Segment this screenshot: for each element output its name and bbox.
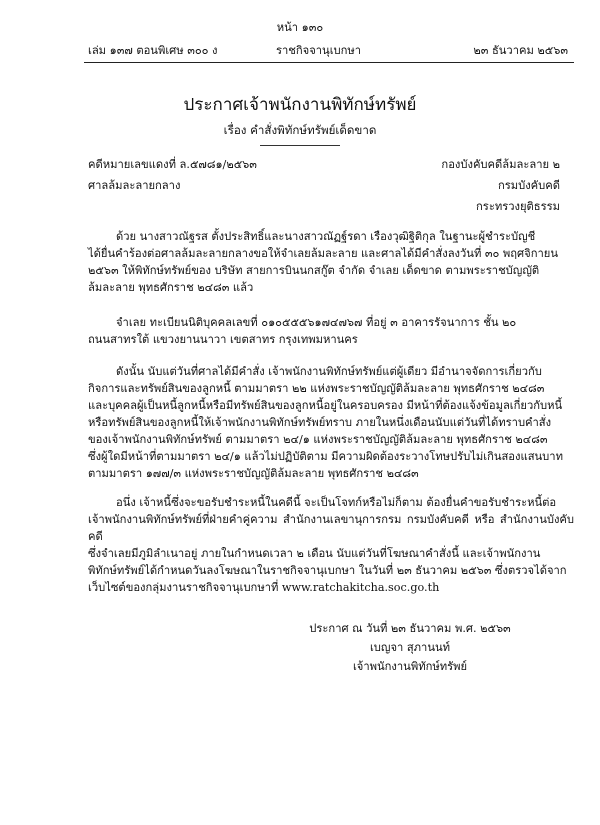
paragraph-line: ด้วย นางสาวณัฐรส ตั้งประสิทธิ์และนางสาวณัฏฐ์รดา เรืองวุฒิฐิติกุล ในฐานะผู้ชำระบัญชี xyxy=(116,230,536,243)
division-name: กองบังคับคดีล้มละลาย ๒ xyxy=(441,158,560,171)
paragraph-line: ล้มละลาย พุทธศักราช ๒๔๘๓ แล้ว xyxy=(88,281,254,294)
paragraph-creditors xyxy=(88,494,574,596)
document-subtitle: เรื่อง คำสั่งพิทักษ์ทรัพย์เด็ดขาด xyxy=(223,123,377,137)
signer-position: เจ้าพนักงานพิทักษ์ทรัพย์ xyxy=(352,660,468,673)
paragraph-line: ได้ยื่นคำร้องต่อศาลล้มละลายกลางขอให้จำเลยล้มละลาย และศาลได้มีคำสั่งลงวันที่ ๓๐ พฤศจิกายน xyxy=(88,247,558,260)
paragraph-line: ของเจ้าพนักงานพิทักษ์ทรัพย์ ตามมาตรา ๒๔/๑ แห่งพระราชบัญญัติล้มละลาย พุทธศักราช ๒๔๘๓ xyxy=(88,433,548,446)
paragraph-line: อนึ่ง เจ้าหนี้ซึ่งจะขอรับชำระหนี้ในคดีนี้ จะเป็นโจทก์หรือไม่ก็ตาม ต้องยื่นคำขอรับชำระหนี้ต่อ xyxy=(116,496,557,509)
paragraph-line: เว็บไซต์ของกลุ่มงานราชกิจจานุเบกษาที่ www.ratchakitcha.soc.go.th xyxy=(88,581,440,594)
ministry-name: กระทรวงยุติธรรม xyxy=(476,200,560,213)
document-title: ประกาศเจ้าพนักงานพิทักษ์ทรัพย์ xyxy=(183,95,417,115)
paragraph-line: ๒๕๖๓ ให้พิทักษ์ทรัพย์ของ บริษัท สายการบินนกสกู๊ต จำกัด จำเลย เด็ดขาด ตามพระราชบัญญัติ xyxy=(88,264,540,277)
volume-info: เล่ม ๑๓๗ ตอนพิเศษ ๓๐๐ ง xyxy=(88,44,218,57)
announcement-date: ประกาศ ณ วันที่ ๒๓ ธันวาคม พ.ศ. ๒๕๖๓ xyxy=(309,622,511,635)
paragraph-line: ซึ่งผู้ใดมีหน้าที่ตามมาตรา ๒๔/๑ แล้วไม่ปฏิบัติตาม มีความผิดต้องระวางโทษปรับไม่เกินสองแสนบาท xyxy=(88,450,563,463)
paragraph-line: ถนนสาทรใต้ แขวงยานนาวา เขตสาทร กรุงเทพมหานคร xyxy=(88,333,358,346)
paragraph-line: และบุคคลผู้เป็นหนี้ลูกหนี้หรือมีทรัพย์สินของลูกหนี้อยู่ในครอบครอง มีหน้าที่ต้องแจ้งข้อมูลเกี่ยวกับหนี้ xyxy=(88,399,563,412)
paragraph-line: หรือทรัพย์สินของลูกหนี้ให้เจ้าพนักงานพิทักษ์ทรัพย์ทราบ ภายในหนึ่งเดือนนับแต่วันที่ได้ทราบคำสั่ง xyxy=(88,416,552,429)
paragraph-line: พิทักษ์ทรัพย์ได้กำหนดวันลงโฆษณาในราชกิจจานุเบกษา ในวันที่ ๒๓ ธันวาคม ๒๕๖๓ ซึ่งตรวจได้จาก xyxy=(88,564,567,577)
paragraph-line: จำเลย ทะเบียนนิติบุคคลเลขที่ ๐๑๐๕๕๕๖๑๗๔๗๖๗ ที่อยู่ ๓ อาคารรัจนาการ ชั้น ๒๐ xyxy=(116,316,517,329)
publication-name: ราชกิจจานุเบกษา xyxy=(276,44,362,57)
court-name: ศาลล้มละลายกลาง xyxy=(88,179,181,192)
signature-block xyxy=(300,620,520,677)
paragraph-petition xyxy=(88,228,574,296)
paragraph-line: ตามมาตรา ๑๗๗/๓ แห่งพระราชบัญญัติล้มละลาย พุทธศักราช ๒๔๘๓ xyxy=(88,467,419,480)
paragraph-line: เจ้าพนักงานพิทักษ์ทรัพย์ที่ฝ่ายคำคู่ความ สำนักงานเลขานุการกรม กรมบังคับคดี หรือ สำนักงานบังคับคดี xyxy=(88,513,574,543)
paragraph-defendant xyxy=(88,314,574,348)
paragraph-duties xyxy=(88,363,574,482)
case-number: คดีหมายเลขแดงที่ ล.๕๗๘๑/๒๕๖๓ xyxy=(88,158,257,171)
signer-name: เบญจา สุภานนท์ xyxy=(369,641,450,654)
header-rule xyxy=(84,62,574,63)
paragraph-line: กิจการและทรัพย์สินของลูกหนี้ ตามมาตรา ๒๒ แห่งพระราชบัญญัติล้มละลาย พุทธศักราช ๒๔๘๓ xyxy=(88,382,545,395)
paragraph-line: ดังนั้น นับแต่วันที่ศาลได้มีคำสั่ง เจ้าพนักงานพิทักษ์ทรัพย์แต่ผู้เดียว มีอำนาจจัดการเกี่ยวกับ xyxy=(116,365,542,378)
paragraph-line: ซึ่งจำเลยมีภูมิลำเนาอยู่ ภายในกำหนดเวลา ๒ เดือน นับแต่วันที่โฆษณาคำสั่งนี้ และเจ้าพนักงาน xyxy=(88,547,541,560)
publication-date: ๒๓ ธันวาคม ๒๕๖๓ xyxy=(473,44,568,57)
subtitle-rule xyxy=(260,145,340,146)
page-number: หน้า ๑๓๐ xyxy=(276,21,324,34)
department-name: กรมบังคับคดี xyxy=(497,179,560,192)
